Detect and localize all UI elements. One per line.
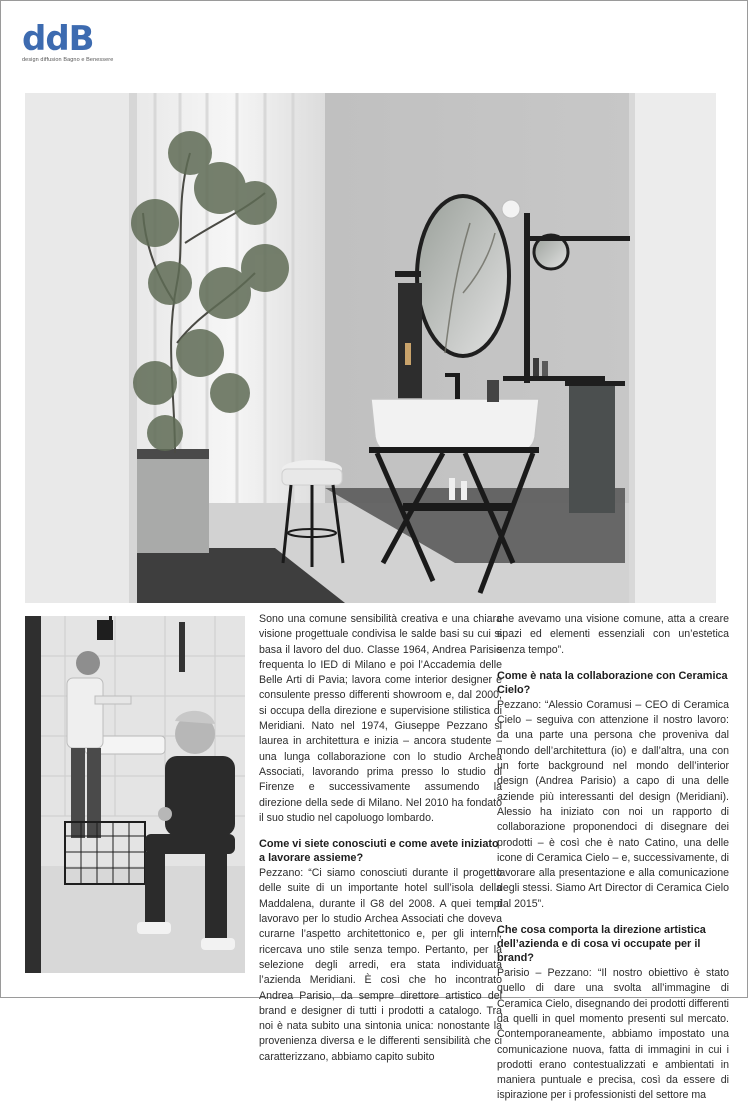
question-heading-2: Come è nata la collaborazione con Ceramica Cielo?: [497, 669, 728, 696]
answer-paragraph-1-continued: che avevamo una visione comune, atta a creare spazi ed elementi essenziali con un’estetica senza tempo”.: [497, 613, 729, 656]
answer-paragraph-1: Pezzano: “Ci siamo conosciuti durante il progetto delle suite di un importante hotel sull’isola della Maddalena, durante il G8 del 2008. A quei tempi lavoravo per lo studio Archea Associati che doveva curarne l’aspetto architettonico e, per gli interni, ricercava uno stile senza tempo. Pertanto, per la selezione degli arredi, era stata individuata l’azienda Meridiani. È così che ho incontrato Andrea Parisio, da sempre direttore artistico del brand e designer di tutti i prodotti a catalogo. Tra noi è nata subito una sintonia unica: nonostante la provenienza diversa e le differenti sensibilità che ci caratterizzano, abbiamo capito subito: [259, 867, 502, 1063]
designers-portrait-illustration: [25, 616, 245, 973]
article-column-left: [259, 612, 502, 1065]
magazine-logo: [22, 19, 114, 63]
article-column-right: [497, 612, 729, 1104]
answer-paragraph-3: Parisio – Pezzano: “Il nostro obiettivo è stato quello di dare una svolta all’immagine di Ceramica Cielo, disegnando dei prodotti differenti da quelli in quel momento presenti sul mercato. Contemporaneamente, abbiamo impostato una comunicazione nuova, fatta di immagini in cui i prodotti erano contestualizzati e ambientati in maniera puntuale e precisa, così da essere di ispirazione per i professionisti del settore ma: [497, 967, 729, 1102]
intro-paragraph: Sono una comune sensibilità creativa e una chiara visione progettuale condivisa le salde basi su cui si basa il lavoro del duo. Classe 1964, Andrea Parisio frequenta lo IED di Milano e poi l’Accademia delle Belle Arti di Pavia; lavora come interior designer e consulente presso differenti showroom e, dal 2000, si occupa della direzione e supervisione stilistica di Meridiani. Nato nel 1974, Giuseppe Pezzano si laurea in architettura e inizia – ancora studente – una lunga collaborazione con lo studio Archea Associati, lavorando prima presso lo studio di Firenze e successivamente assumendo la direzione della sede di Milano. Nel 2010 ha fondato il suo studio nel capoluogo lombardo.: [259, 613, 502, 824]
bathroom-scene-illustration: [25, 93, 716, 603]
designers-portrait-photo: [25, 616, 245, 973]
question-heading-1: Come vi siete conosciuti e come avete iniziato a lavorare assieme?: [259, 838, 499, 865]
logo-mark: ddB: [22, 19, 94, 59]
answer-paragraph-2: Pezzano: “Alessio Coramusi – CEO di Ceramica Cielo – seguiva con attenzione il nostro lavoro: da una parte una persona che proveniva dal mondo dell’architettura (io) e dall’altra, una con un forte background nel mondo dell’interior design (Andrea Parisio) a capo di una delle aziende più interessanti del design (Meridiani). Alessio ha iniziato con noi un rapporto di collaborazione proponendoci di disegnare dei prodotti – è così che è nato Catino, una delle icone di Ceramica Cielo – e, successivamente, di lavorare alla presentazione e alla comunicazione degli stessi. Siamo Art Director di Ceramica Cielo dal 2015”.: [497, 698, 729, 910]
logo-tagline: design diffusion Bagno e Benessere: [22, 57, 114, 63]
question-heading-3: Che cosa comporta la direzione artistica dell’azienda e di cosa vi occupate per il brand?: [497, 924, 706, 965]
bathroom-scene-photo: [25, 93, 716, 603]
